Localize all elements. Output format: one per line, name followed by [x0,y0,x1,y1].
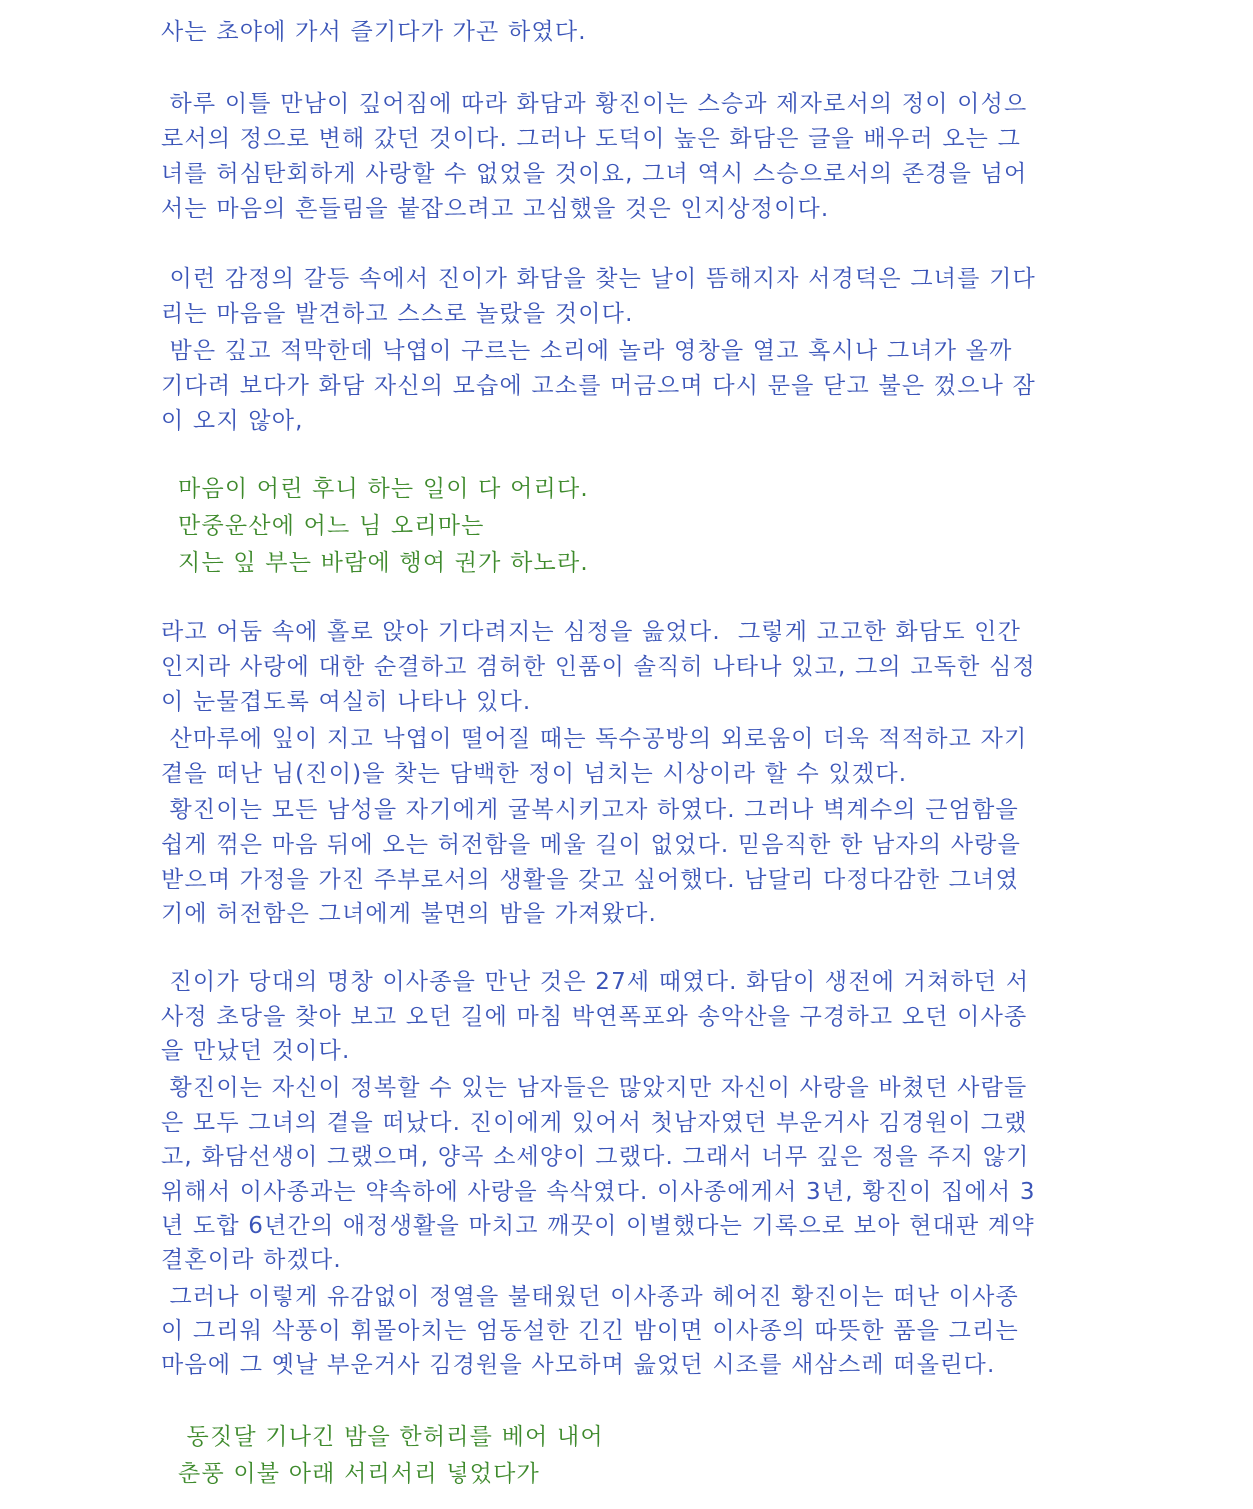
prose-line: 을 만났던 것이다. [161,1038,351,1064]
prose-line: 인지라 사랑에 대한 순결하고 겸허한 인품이 솔직히 나타나 있고, 그의 고독한 심정 [161,654,1036,680]
prose-line: 리는 마음을 발견하고 스스로 놀랐을 것이다. [161,301,634,327]
poem-line: 만중운산에 어느 님 오리마는 [161,513,485,539]
prose-line: 곁을 떠난 님(진이)을 찾는 담백한 정이 넘치는 시상이라 할 수 있겠다. [161,761,908,787]
prose-line: 사는 초야에 가서 즐기다가 가곤 하였다. [161,19,587,45]
prose-line: 황진이는 모든 남성을 자기에게 굴복시키고자 하였다. 그러나 벽계수의 근엄함을 [161,797,1019,823]
prose-line: 이 눈물겹도록 여실히 나타나 있다. [161,689,532,715]
prose-line: 쉽게 꺾은 마음 뒤에 오는 허전함을 메울 길이 없었다. 믿음직한 한 남자의 사랑을 [161,832,1022,858]
prose-line: 로서의 정으로 변해 갔던 것이다. 그러나 도덕이 높은 화담은 글을 배우러 오는 그 [161,126,1022,152]
prose-line: 라고 어둠 속에 홀로 앉아 기다려지는 심정을 읊었다. 그렇게 고고한 화담도 인간 [161,619,1022,645]
poem-line: 지는 잎 부는 바람에 행여 권가 하노라. [161,550,589,576]
prose-line: 결혼이라 하겠다. [161,1247,342,1273]
prose-line: 하루 이틀 만남이 깊어짐에 따라 화담과 황진이는 스승과 제자로서의 정이 이성으 [161,91,1028,117]
prose-line: 은 모두 그녀의 곁을 떠났다. 진이에게 있어서 첫남자였던 부운거사 김경원이 그랬 [161,1110,1028,1136]
prose-line: 이런 감정의 갈등 속에서 진이가 화담을 찾는 날이 뜸해지자 서경덕은 그녀를 기다 [161,266,1036,292]
prose-line: 기다려 보다가 화담 자신의 모습에 고소를 머금으며 다시 문을 닫고 불은 껐으나 잠 [161,373,1036,399]
poem-line: 동짓달 기나긴 밤을 한허리를 베어 내어 [161,1424,604,1450]
prose-line: 이 그리워 삭풍이 휘몰아치는 엄동설한 긴긴 밤이면 이사종의 따뜻한 품을 그리는 [161,1318,1019,1344]
prose-line: 산마루에 잎이 지고 낙엽이 떨어질 때는 독수공방의 외로움이 더욱 적적하고 자기 [161,726,1028,752]
prose-line: 이 오지 않아, [161,408,304,434]
prose-line: 받으며 가정을 가진 주부로서의 생활을 갖고 싶어했다. 남달리 다정다감한 그녀였 [161,867,1019,893]
prose-line: 황진이는 자신이 정복할 수 있는 남자들은 많았지만 자신이 사랑을 바쳤던 사람들 [161,1075,1028,1101]
prose-line: 녀를 허심탄회하게 사랑할 수 없었을 것이요, 그녀 역시 스승으로서의 존경을 넘어 [161,161,1028,187]
prose-line: 년 도합 6년간의 애정생활을 마치고 깨끗이 이별했다는 기록으로 보아 현대판 계약 [161,1213,1035,1239]
poem-line: 춘풍 이불 아래 서리서리 넣었다가 [161,1461,540,1487]
prose-line: 그러나 이렇게 유감없이 정열을 불태웠던 이사종과 헤어진 황진이는 떠난 이사종 [161,1284,1019,1310]
prose-line: 위해서 이사종과는 약속하에 사랑을 속삭였다. 이사종에게서 3년, 황진이 집에서 3 [161,1179,1036,1205]
poem-line: 마음이 어린 후니 하는 일이 다 어리다. [161,476,589,502]
prose-line: 마음에 그 옛날 부운거사 김경원을 사모하며 읊었던 시조를 새삼스레 떠올린다. [161,1352,996,1378]
prose-line: 진이가 당대의 명창 이사종을 만난 것은 27세 때였다. 화담이 생전에 거쳐하던 서 [161,969,1030,995]
prose-line: 사정 초당을 찾아 보고 오던 길에 마침 박연폭포와 송악산을 구경하고 오던 이사종 [161,1004,1028,1030]
prose-line: 기에 허전함은 그녀에게 불면의 밤을 가져왔다. [161,901,658,927]
prose-line: 고, 화담선생이 그랬으며, 양곡 소세양이 그랬다. 그래서 너무 깊은 정을 주지 않기 [161,1144,1030,1170]
prose-line: 서는 마음의 흔들림을 붙잡으려고 고심했을 것은 인지상정이다. [161,196,830,222]
prose-line: 밤은 깊고 적막한데 낙엽이 구르는 소리에 놀라 영창을 열고 혹시나 그녀가 올까 [161,338,1013,364]
